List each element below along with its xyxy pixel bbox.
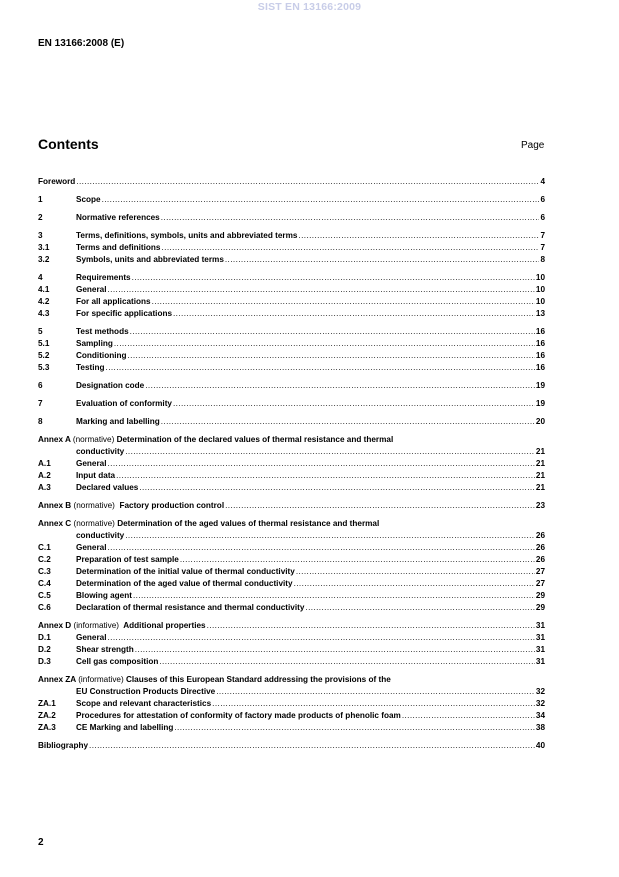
toc-entry-7[interactable] — [38, 398, 545, 410]
toc-entry-c-6[interactable] — [38, 602, 545, 614]
toc-entry-number: 4 — [38, 273, 43, 282]
dot-leader — [161, 212, 540, 224]
dot-leader — [294, 578, 535, 590]
toc-entry-page: 7 — [540, 243, 545, 252]
toc-entry-title: CE Marking and labelling — [76, 723, 174, 732]
toc-entry-page: 40 — [535, 741, 545, 750]
dot-leader — [127, 350, 534, 362]
toc-entry-number: C.3 — [38, 567, 51, 576]
toc-entry-annex-a[interactable] — [38, 434, 545, 446]
dot-leader — [305, 602, 534, 614]
dot-leader — [161, 242, 539, 254]
dot-leader — [225, 254, 540, 266]
toc-entry-title: Preparation of test sample — [76, 555, 179, 564]
toc-entry-number: 5 — [38, 327, 43, 336]
toc-entry-page: 21 — [535, 471, 545, 480]
toc-entry-page: 6 — [540, 195, 545, 204]
annex-type: (informative) — [73, 621, 119, 630]
toc-entry-4-2[interactable] — [38, 296, 545, 308]
toc-group-foreword — [38, 176, 545, 188]
toc-entry-number: C.2 — [38, 555, 51, 564]
dot-leader — [402, 710, 535, 722]
toc-entry-title: Terms and definitions — [76, 243, 161, 252]
toc-entry-page: 8 — [540, 255, 545, 264]
toc-entry-bibliography[interactable] — [38, 740, 545, 752]
toc-entry-title: Sampling — [76, 339, 113, 348]
toc-entry-title — [38, 500, 224, 512]
toc-entry-title: Scope — [76, 195, 101, 204]
toc-entry-title: General — [76, 459, 107, 468]
dot-leader — [114, 338, 535, 350]
toc-entry-page: 21 — [535, 459, 545, 468]
dot-leader — [76, 176, 539, 188]
annex-title: Determination of the declared values of thermal resistance and thermal — [116, 435, 394, 444]
toc-entry-5-3[interactable] — [38, 362, 545, 374]
toc-entry-page: 6 — [540, 213, 545, 222]
toc-entry-d-1[interactable] — [38, 632, 545, 644]
toc-entry-d-3[interactable] — [38, 656, 545, 668]
toc-entry-page: 20 — [535, 417, 545, 426]
annex-title: Clauses of this European Standard addressing the provisions of the — [125, 675, 391, 684]
toc-group-4 — [38, 272, 545, 320]
toc-entry-number: 5.1 — [38, 339, 50, 348]
dot-leader — [132, 272, 535, 284]
toc-entry-5-2[interactable] — [38, 350, 545, 362]
toc-entry-title: Testing — [76, 363, 105, 372]
toc-entry-page: 31 — [535, 633, 545, 642]
toc-entry-5-1[interactable] — [38, 338, 545, 350]
dot-leader — [133, 590, 535, 602]
dot-leader — [225, 500, 535, 512]
toc-entry-za-1[interactable] — [38, 698, 545, 710]
dot-leader — [116, 470, 535, 482]
document-id: EN 13166:2008 (E) — [38, 38, 125, 49]
toc-entry-title: General — [76, 285, 107, 294]
toc-entry-page: 16 — [535, 351, 545, 360]
toc-entry-number: 8 — [38, 417, 43, 426]
dot-leader — [174, 722, 535, 734]
toc-entry-page: 4 — [540, 177, 545, 186]
toc-entry-title: conductivity — [76, 447, 125, 456]
toc-entry-title: Declaration of thermal resistance and thermal conductivity — [76, 603, 305, 612]
toc-group-3 — [38, 230, 545, 266]
annex-title: Factory production control — [119, 501, 225, 510]
toc-entry-a-1[interactable] — [38, 458, 545, 470]
toc-entry-title: Foreword — [38, 177, 76, 186]
dot-leader — [180, 554, 535, 566]
toc-entry-number: 6 — [38, 381, 43, 390]
toc-entry-title: Cell gas composition — [76, 657, 159, 666]
toc-entry-page: 31 — [535, 621, 545, 630]
toc-entry-number: A.3 — [38, 483, 51, 492]
dot-leader — [108, 632, 535, 644]
annex-label: Annex C — [38, 519, 72, 528]
toc-entry-page: 31 — [535, 657, 545, 666]
toc-entry-page: 19 — [535, 399, 545, 408]
toc-entry-page: 32 — [535, 699, 545, 708]
annex-type: (normative) — [73, 519, 115, 528]
toc-entry-6[interactable] — [38, 380, 545, 392]
annex-label: Annex ZA — [38, 675, 76, 684]
toc-group-annex-b — [38, 500, 545, 512]
toc-entry-number: A.2 — [38, 471, 51, 480]
dot-leader — [106, 362, 535, 374]
toc-entry-title: Terms, definitions, symbols, units and abbreviated terms — [76, 231, 298, 240]
toc-group-2 — [38, 212, 545, 224]
toc-entry-annex-d[interactable] — [38, 620, 545, 632]
toc-entry-page: 38 — [535, 723, 545, 732]
toc-entry-page: 16 — [535, 363, 545, 372]
toc-group-7 — [38, 398, 545, 410]
toc-entry-page: 32 — [535, 687, 545, 696]
toc-entry-title: Shear strength — [76, 645, 134, 654]
toc-entry-title: Declared values — [76, 483, 139, 492]
dot-leader — [159, 656, 535, 668]
toc-entry-number: C.1 — [38, 543, 51, 552]
toc-entry-annex-c[interactable] — [38, 518, 545, 530]
toc-entry-page: 10 — [535, 273, 545, 282]
toc-entry-page: 19 — [535, 381, 545, 390]
toc-entry-number: C.5 — [38, 591, 51, 600]
toc-entry-8[interactable] — [38, 416, 545, 428]
toc-entry-title: Evaluation of conformity — [76, 399, 172, 408]
dot-leader — [135, 644, 535, 656]
toc-group-1 — [38, 194, 545, 206]
toc-entry-title: EU Construction Products Directive — [76, 687, 216, 696]
dot-leader — [298, 230, 539, 242]
toc-entry-page: 10 — [535, 285, 545, 294]
dot-leader — [152, 296, 535, 308]
toc-entry-foreword[interactable] — [38, 176, 545, 188]
toc-group-annex-c — [38, 518, 545, 614]
toc-entry-annex-za[interactable] — [38, 674, 545, 686]
toc-entry-number: D.3 — [38, 657, 51, 666]
toc-entry-4-1[interactable] — [38, 284, 545, 296]
toc-entry-title: Normative references — [76, 213, 160, 222]
toc-entry-number: 7 — [38, 399, 43, 408]
toc-entry-number: 4.1 — [38, 285, 50, 294]
dot-leader — [212, 698, 535, 710]
toc-entry-2[interactable] — [38, 212, 545, 224]
toc-entry-number: D.2 — [38, 645, 51, 654]
toc-entry-a-2[interactable] — [38, 470, 545, 482]
toc-entry-number: A.1 — [38, 459, 51, 468]
toc-entry-title: Test methods — [76, 327, 129, 336]
toc-entry-page: 27 — [535, 567, 545, 576]
toc-group-8 — [38, 416, 545, 428]
dot-leader — [108, 284, 535, 296]
toc-entry-title: Determination of the initial value of thermal conductivity — [76, 567, 295, 576]
toc-entry-number: ZA.2 — [38, 711, 56, 720]
toc-entry-4-3[interactable] — [38, 308, 545, 320]
dot-leader — [145, 380, 535, 392]
toc-entry-za-2[interactable] — [38, 710, 545, 722]
toc-entry-page: 26 — [535, 531, 545, 540]
toc-entry-number: 3 — [38, 231, 43, 240]
toc-entry-title: Procedures for attestation of conformity of factory made products of phenolic foam — [76, 711, 401, 720]
toc-entry-page: 34 — [535, 711, 545, 720]
toc-entry-3-2[interactable] — [38, 254, 545, 266]
toc-group-annex-d — [38, 620, 545, 668]
toc-entry-number: ZA.3 — [38, 723, 56, 732]
toc-entry-page: 26 — [535, 555, 545, 564]
toc-entry-title: Input data — [76, 471, 116, 480]
toc-entry-3[interactable] — [38, 230, 545, 242]
dot-leader — [108, 458, 535, 470]
dot-leader — [102, 194, 540, 206]
toc-entry-c-3[interactable] — [38, 566, 545, 578]
toc-entry-5[interactable] — [38, 326, 545, 338]
toc-entry-3-1[interactable] — [38, 242, 545, 254]
toc-entry-title: Conditioning — [76, 351, 127, 360]
toc-entry-number: 3.2 — [38, 255, 50, 264]
page-number: 2 — [38, 837, 44, 848]
toc-entry-title: Scope and relevant characteristics — [76, 699, 212, 708]
dot-leader — [207, 620, 535, 632]
toc-entry-page: 21 — [535, 447, 545, 456]
toc-entry-number: 4.3 — [38, 309, 50, 318]
toc-entry-number: 3.1 — [38, 243, 50, 252]
toc-entry-4[interactable] — [38, 272, 545, 284]
toc-entry-c-5[interactable] — [38, 590, 545, 602]
toc-entry-number: C.6 — [38, 603, 51, 612]
toc-entry-page: 27 — [535, 579, 545, 588]
toc-entry-annex-a-continued[interactable] — [38, 446, 545, 458]
annex-type: (informative) — [78, 675, 124, 684]
toc-entry-c-1[interactable] — [38, 542, 545, 554]
toc-entry-annex-b[interactable] — [38, 500, 545, 512]
dot-leader — [89, 740, 535, 752]
toc-entry-number: C.4 — [38, 579, 51, 588]
annex-label: Annex A — [38, 435, 71, 444]
toc-entry-number: 5.2 — [38, 351, 50, 360]
annex-title: Additional properties — [123, 621, 206, 630]
toc-entry-title: conductivity — [76, 531, 125, 540]
toc-entry-c-4[interactable] — [38, 578, 545, 590]
toc-entry-page: 16 — [535, 327, 545, 336]
toc-entry-title: Marking and labelling — [76, 417, 160, 426]
annex-type: (normative) — [72, 435, 115, 444]
toc-group-5 — [38, 326, 545, 374]
toc-entry-page: 7 — [540, 231, 545, 240]
toc-entry-number: 2 — [38, 213, 43, 222]
toc-entry-number: ZA.1 — [38, 699, 56, 708]
dot-leader — [161, 416, 535, 428]
dot-leader — [216, 686, 535, 698]
dot-leader — [108, 542, 535, 554]
toc-entry-d-2[interactable] — [38, 644, 545, 656]
dot-leader — [125, 446, 535, 458]
page-title: Contents — [38, 136, 99, 152]
watermark: SIST EN 13166:2009 — [257, 1, 362, 13]
toc-entry-za-3[interactable] — [38, 722, 545, 734]
toc-entry-page: 16 — [535, 339, 545, 348]
toc-entry-title: For all applications — [76, 297, 151, 306]
toc-entry-title: Determination of the aged value of thermal conductivity — [76, 579, 293, 588]
toc-entry-page: 29 — [535, 603, 545, 612]
toc-entry-number: 4.2 — [38, 297, 50, 306]
toc-entry-title: General — [76, 543, 107, 552]
toc-entry-a-3[interactable] — [38, 482, 545, 494]
toc-entry-page: 29 — [535, 591, 545, 600]
toc-entry-page: 21 — [535, 483, 545, 492]
toc-entry-annex-za-continued[interactable] — [38, 686, 545, 698]
dot-leader — [296, 566, 535, 578]
toc-entry-title: For specific applications — [76, 309, 172, 318]
table-of-contents — [38, 176, 545, 758]
toc-group-annex-a — [38, 434, 545, 494]
toc-entry-title — [38, 620, 206, 632]
toc-entry-title: General — [76, 633, 107, 642]
toc-entry-page: 31 — [535, 645, 545, 654]
annex-title: Determination of the aged values of thermal resistance and thermal — [117, 519, 380, 528]
dot-leader — [139, 482, 535, 494]
toc-entry-page: 23 — [535, 501, 545, 510]
page-column-label: Page — [521, 140, 545, 151]
dot-leader — [173, 308, 535, 320]
toc-group-annex-za — [38, 674, 545, 734]
annex-label: Annex D — [38, 621, 72, 630]
toc-group-bibliography — [38, 740, 545, 752]
toc-entry-page: 13 — [535, 309, 545, 318]
toc-entry-page: 10 — [535, 297, 545, 306]
toc-entry-annex-c-continued[interactable] — [38, 530, 545, 542]
toc-entry-c-2[interactable] — [38, 554, 545, 566]
annex-type: (normative) — [73, 501, 115, 510]
toc-entry-title: Requirements — [76, 273, 131, 282]
toc-entry-title: Bibliography — [38, 741, 89, 750]
annex-label: Annex B — [38, 501, 72, 510]
dot-leader — [130, 326, 535, 338]
toc-entry-page: 26 — [535, 543, 545, 552]
toc-entry-1[interactable] — [38, 194, 545, 206]
toc-group-6 — [38, 380, 545, 392]
dot-leader — [173, 398, 535, 410]
dot-leader — [125, 530, 535, 542]
toc-entry-title: Designation code — [76, 381, 145, 390]
toc-entry-number: D.1 — [38, 633, 51, 642]
toc-entry-title: Symbols, units and abbreviated terms — [76, 255, 224, 264]
toc-entry-title: Blowing agent — [76, 591, 132, 600]
toc-entry-number: 1 — [38, 195, 43, 204]
toc-entry-number: 5.3 — [38, 363, 50, 372]
